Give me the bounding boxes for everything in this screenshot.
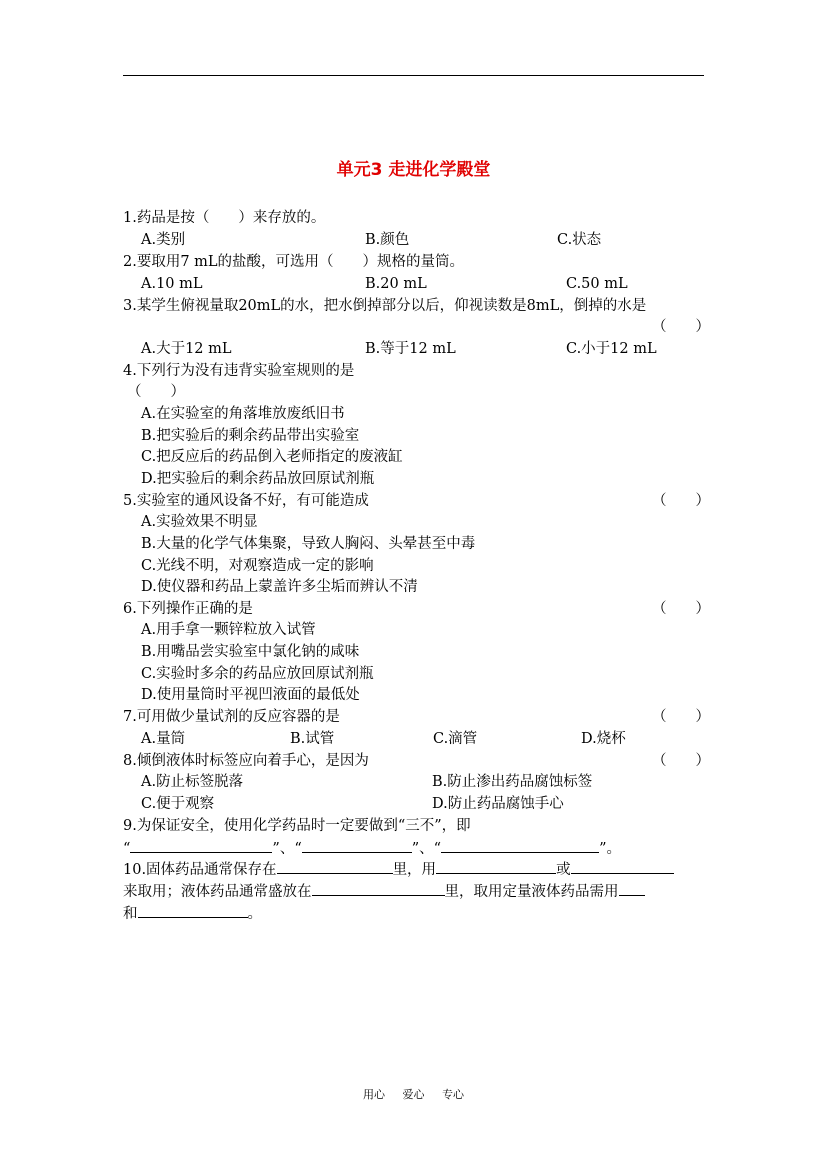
question-9-fill-line <box>123 838 621 859</box>
question-5-answer-bracket: （ ） <box>652 493 710 509</box>
quote-open: “ <box>123 841 131 857</box>
question-6-stem: 6.下列操作正确的是 <box>123 601 253 617</box>
fill-blank-3[interactable] <box>441 838 599 853</box>
question-4-option-c: C.把反应后的药品倒入老师指定的废液缸 <box>141 449 403 465</box>
question-4-option-a: A.在实验室的角落堆放废纸旧书 <box>141 406 345 422</box>
fill-blank-6[interactable] <box>571 859 674 874</box>
question-3-stem: 3.某学生俯视量取20mL的水，把水倒掉部分以后，仰视读数是8mL，倒掉的水是 <box>123 298 647 314</box>
quote-close: ”。 <box>599 841 621 857</box>
question-3-option-b: B.等于12 mL <box>365 341 456 357</box>
question-7-answer-bracket: （ ） <box>652 709 710 725</box>
question-4-stem: 4.下列行为没有违背实验室规则的是 <box>123 363 355 379</box>
question-4-option-d: D.把实验后的剩余药品放回原试剂瓶 <box>141 471 375 487</box>
question-6-option-c: C.实验时多余的药品应放回原试剂瓶 <box>141 666 374 682</box>
question-7-option-c: C.滴管 <box>433 731 478 747</box>
question-10-text-6: 。 <box>247 906 262 922</box>
fill-blank-8[interactable] <box>619 881 645 896</box>
question-10-text-1: 里，用 <box>392 862 437 878</box>
question-10-text-4: 里，取用定量液体药品需用 <box>444 884 619 900</box>
question-10-line-3 <box>123 903 262 924</box>
question-10-text-2: 或 <box>556 862 571 878</box>
question-6-answer-bracket: （ ） <box>652 601 710 617</box>
question-6-option-b: B.用嘴品尝实验室中氯化钠的咸味 <box>141 644 360 660</box>
question-2-option-b: B.20 mL <box>365 276 427 292</box>
question-8-answer-bracket: （ ） <box>652 753 710 769</box>
question-2-option-c: C.50 mL <box>566 276 628 292</box>
question-3-answer-bracket: （ ） <box>652 319 710 335</box>
fill-blank-7[interactable] <box>312 881 445 896</box>
question-3-option-a: A.大于12 mL <box>141 341 232 357</box>
fill-blank-1[interactable] <box>130 838 272 853</box>
question-7-option-d: D.烧杯 <box>581 731 626 747</box>
quote-sep-2: ”、“ <box>411 841 442 857</box>
question-7-option-a: A.量筒 <box>141 731 186 747</box>
question-8-option-b: B.防止渗出药品腐蚀标签 <box>432 774 593 790</box>
question-5-option-a: A.实验效果不明显 <box>141 514 258 530</box>
question-8-option-c: C.便于观察 <box>141 796 215 812</box>
question-7-stem: 7.可用做少量试剂的反应容器的是 <box>123 709 340 725</box>
question-8-option-a: A.防止标签脱落 <box>141 774 244 790</box>
question-1-stem: 1.药品是按（ ）来存放的。 <box>123 210 326 226</box>
quote-sep-1: ”、“ <box>272 841 302 857</box>
question-2-stem: 2.要取用7 mL的盐酸，可选用（ ）规格的量筒。 <box>123 254 465 270</box>
question-1-option-a: A.类别 <box>141 232 186 248</box>
question-3-option-c: C.小于12 mL <box>566 341 657 357</box>
question-6-option-d: D.使用量筒时平视凹液面的最低处 <box>141 687 360 703</box>
question-5-option-c: C.光线不明，对观察造成一定的影响 <box>141 558 374 574</box>
question-5-option-b: B.大量的化学气体集聚，导致人胸闷、头晕甚至中毒 <box>141 536 476 552</box>
question-7-option-b: B.试管 <box>290 731 335 747</box>
page-footer: 用心 爱心 专心 <box>363 1088 464 1101</box>
question-8-option-d: D.防止药品腐蚀手心 <box>432 796 564 812</box>
question-5-option-d: D.使仪器和药品上蒙盖许多尘垢而辨认不清 <box>141 579 418 595</box>
fill-blank-2[interactable] <box>302 838 412 853</box>
question-10-stem: 10.固体药品通常保存在 <box>123 862 277 878</box>
question-1-option-b: B.颜色 <box>365 232 410 248</box>
page-title: 单元3 走进化学殿堂 <box>336 160 491 180</box>
fill-blank-9[interactable] <box>138 903 248 918</box>
question-4-answer-bracket: （ ） <box>127 384 185 400</box>
question-2-option-a: A.10 mL <box>141 276 203 292</box>
question-6-option-a: A.用手拿一颗锌粒放入试管 <box>141 622 316 638</box>
fill-blank-4[interactable] <box>277 859 393 874</box>
question-8-stem: 8.倾倒液体时标签应向着手心，是因为 <box>123 753 369 769</box>
question-10-line-2 <box>123 881 645 902</box>
question-4-option-b: B.把实验后的剩余药品带出实验室 <box>141 428 360 444</box>
question-10-line-1 <box>123 859 674 880</box>
question-5-stem: 5.实验室的通风设备不好，有可能造成 <box>123 493 369 509</box>
question-10-text-5: 和 <box>123 906 138 922</box>
question-10-text-3: 来取用；液体药品通常盛放在 <box>123 884 312 900</box>
question-9-stem: 9.为保证安全，使用化学药品时一定要做到“三不”，即 <box>123 818 471 834</box>
header-rule <box>123 75 704 76</box>
fill-blank-5[interactable] <box>436 859 556 874</box>
question-1-option-c: C.状态 <box>557 232 602 248</box>
